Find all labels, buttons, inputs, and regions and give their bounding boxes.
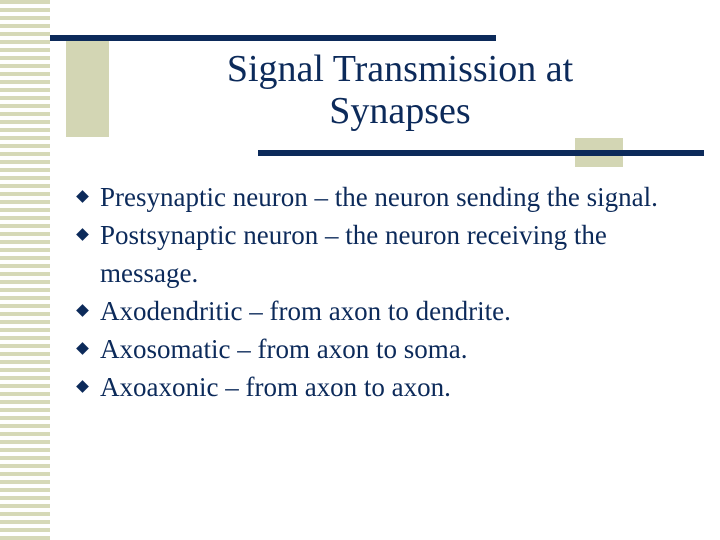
bullet-item [78,368,698,406]
bullet-item [78,178,698,216]
bullet-item [78,330,698,368]
bullet-item [78,216,698,292]
diamond-bullet-icon [76,380,89,393]
bullet-item [78,292,698,330]
bullet-text: Axosomatic – from axon to soma. [100,334,468,364]
decorative-stripe-band [0,0,50,540]
bullet-text: Axodendritic – from axon to dendrite. [100,296,511,326]
slide-title-line-1: Signal Transmission at [226,48,574,90]
slide-title [150,48,650,132]
bullet-text: Postsynaptic neuron – the neuron receiving the message. [100,220,607,288]
diamond-bullet-icon [76,304,89,317]
decorative-olive-block-top [66,40,109,137]
diamond-bullet-icon [76,342,89,355]
bullet-text: Axoaxonic – from axon to axon. [100,372,451,402]
bullet-list [78,178,698,406]
bullet-text: Presynaptic neuron – the neuron sending the signal. [100,182,658,212]
diamond-bullet-icon [76,190,89,203]
title-rule-top [50,35,496,41]
slide-title-line-2: Synapses [329,90,471,132]
diamond-bullet-icon [76,228,89,241]
title-rule-bottom [258,150,704,156]
